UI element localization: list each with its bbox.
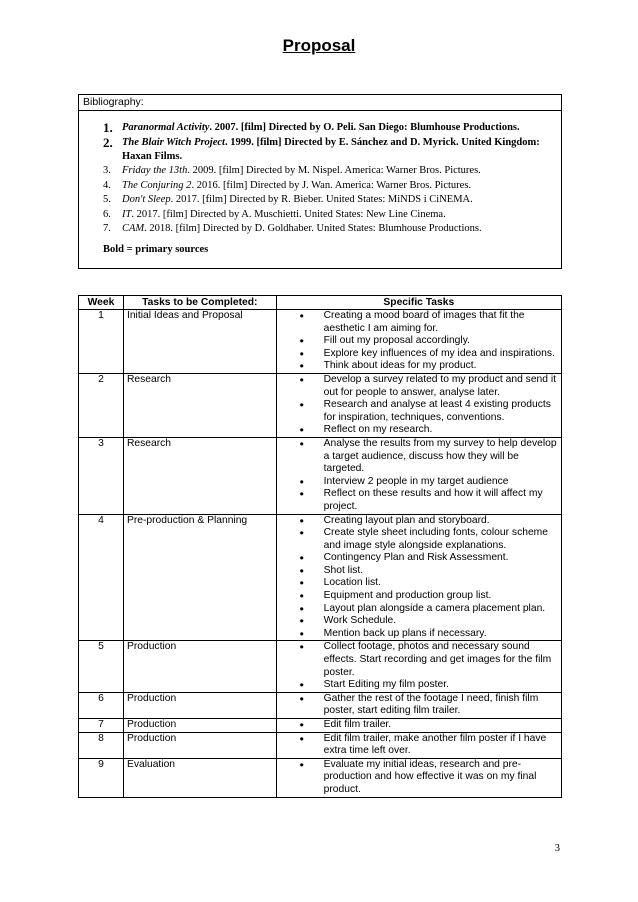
bibliography-item-number: 3.	[103, 165, 111, 176]
schedule-table-body	[79, 310, 562, 798]
task-cell: Research	[123, 437, 276, 514]
specific-task-item: • Edit film trailer, make another film poster if I have extra time left over.	[280, 733, 558, 758]
specific-task-item: • Creating layout plan and storyboard.	[280, 515, 558, 528]
citation-details: . 2018. [film] Directed by D. Goldhaber. United States: Blumhouse Productions.	[144, 223, 482, 234]
specific-task-item: • Contingency Plan and Risk Assessment.	[280, 552, 558, 565]
bibliography-item	[103, 193, 551, 207]
specific-task-item: • Start Editing my film poster.	[280, 679, 558, 692]
task-cell: Research	[123, 373, 276, 437]
page-number: 3	[554, 843, 560, 854]
bibliography-item-number: 5.	[103, 194, 111, 205]
specific-task-item: • Explore key influences of my idea and inspirations.	[280, 348, 558, 361]
citation-details: . 2009. [film] Directed by M. Nispel. America: Warner Bros. Pictures.	[187, 165, 481, 176]
header-specific-tasks: Specific Tasks	[276, 296, 561, 310]
specific-tasks-list	[280, 719, 558, 732]
citation-details: . 2017. [film] Directed by A. Muschietti. United States: New Line Cinema.	[131, 208, 446, 220]
task-cell: Initial Ideas and Proposal	[123, 310, 276, 374]
specific-task-item: • Location list.	[280, 577, 558, 590]
specific-task-item: • Reflect on these results and how it will affect my project.	[280, 488, 558, 513]
citation-details: . 1999. [film] Directed by E. Sánchez and D. Myrick. United Kingdom: Haxan Films.	[122, 136, 540, 162]
specific-tasks-cell	[276, 732, 561, 758]
specific-tasks-cell	[276, 719, 561, 733]
specific-tasks-list	[280, 310, 558, 373]
specific-tasks-cell	[276, 310, 561, 374]
citation-details: . 2016. [film] Directed by J. Wan. America: Warner Bros. Pictures.	[191, 179, 472, 191]
film-title: CAM	[122, 223, 145, 234]
bibliography-item-text	[122, 164, 481, 178]
week-cell: 1	[79, 310, 124, 374]
bibliography-item	[103, 121, 551, 135]
bibliography-item	[103, 222, 551, 236]
specific-task-item: • Evaluate my initial ideas, research and pre-production and how effective it was on my final product.	[280, 759, 558, 797]
bibliography-item-text	[122, 208, 446, 222]
table-row	[79, 719, 562, 733]
task-cell: Production	[123, 719, 276, 733]
task-cell: Production	[123, 732, 276, 758]
specific-tasks-cell	[276, 514, 561, 641]
specific-task-item: • Think about ideas for my product.	[280, 360, 558, 373]
specific-task-item: • Shot list.	[280, 565, 558, 578]
bibliography-item-text	[122, 193, 473, 207]
specific-tasks-list	[280, 733, 558, 758]
bibliography-box	[78, 94, 562, 269]
film-title: The Blair Witch Project	[122, 136, 225, 148]
citation-details: . 2017. [film] Directed by R. Bieber. United States: MiNDS i CiNEMA.	[170, 194, 473, 205]
table-row	[79, 514, 562, 641]
citation-details: . 2007. [film] Directed by O. Peli. San Diego: Blumhouse Productions.	[209, 122, 520, 133]
specific-tasks-list	[280, 438, 558, 514]
specific-task-item: • Create style sheet including fonts, colour scheme and image style alongside explanations.	[280, 527, 558, 552]
page-title: Proposal	[282, 36, 356, 55]
specific-tasks-list	[280, 515, 558, 641]
week-cell: 9	[79, 758, 124, 797]
bibliography-item-number: 7.	[103, 223, 111, 234]
table-row	[79, 692, 562, 718]
specific-task-item: • Mention back up plans if necessary.	[280, 628, 558, 641]
specific-task-item: • Analyse the results from my survey to help develop a target audience, discuss how they will be targeted.	[280, 438, 558, 476]
film-title: The Conjuring 2	[122, 179, 192, 191]
table-row	[79, 310, 562, 374]
table-row	[79, 732, 562, 758]
specific-task-item: • Collect footage, photos and necessary sound effects. Start recording and get images for the film poster.	[280, 641, 558, 679]
bibliography-item-text	[122, 179, 471, 193]
film-title: Don't Sleep	[122, 194, 171, 205]
bibliography-item	[103, 179, 551, 193]
film-title: Friday the 13th	[122, 165, 188, 176]
task-cell: Pre-production & Planning	[123, 514, 276, 641]
bibliography-item-number: 4.	[103, 179, 111, 191]
table-row	[79, 373, 562, 437]
bibliography-note: Bold = primary sources	[103, 244, 209, 255]
specific-task-item: • Gather the rest of the footage I need, finish film poster, start editing film trailer.	[280, 693, 558, 718]
bibliography-item	[103, 164, 551, 178]
specific-task-item: • Interview 2 people in my target audience	[280, 476, 558, 489]
film-title: Paranormal Activity	[122, 122, 210, 133]
specific-tasks-list	[280, 693, 558, 718]
bibliography-item-number: 2.	[103, 134, 113, 150]
week-cell: 3	[79, 437, 124, 514]
schedule-table	[78, 295, 562, 798]
bibliography-item-number: 1.	[103, 120, 113, 135]
bibliography-header: Bibliography:	[79, 95, 561, 111]
table-row	[79, 437, 562, 514]
bibliography-item	[103, 136, 551, 164]
specific-task-item: • Edit film trailer.	[280, 719, 558, 732]
specific-task-item: • Develop a survey related to my product and send it out for people to answer, analyse later.	[280, 374, 558, 399]
bibliography-item-text	[122, 222, 482, 236]
specific-task-item: • Layout plan alongside a camera placement plan.	[280, 603, 558, 616]
task-cell: Production	[123, 641, 276, 692]
header-tasks: Tasks to be Completed:	[123, 296, 276, 310]
specific-task-item: • Research and analyse at least 4 existing products for inspiration, techniques, conventions.	[280, 399, 558, 424]
week-cell: 2	[79, 373, 124, 437]
specific-tasks-list	[280, 374, 558, 437]
specific-task-item: • Creating a mood board of images that fit the aesthetic I am aiming for.	[280, 310, 558, 335]
bibliography-item	[103, 208, 551, 222]
task-cell: Production	[123, 692, 276, 718]
week-cell: 5	[79, 641, 124, 692]
specific-tasks-cell	[276, 437, 561, 514]
week-cell: 8	[79, 732, 124, 758]
header-week: Week	[79, 296, 124, 310]
bibliography-item-text	[122, 136, 551, 164]
specific-tasks-cell	[276, 758, 561, 797]
week-cell: 7	[79, 719, 124, 733]
table-row	[79, 758, 562, 797]
week-cell: 6	[79, 692, 124, 718]
specific-tasks-cell	[276, 641, 561, 692]
specific-tasks-cell	[276, 692, 561, 718]
film-title: IT	[122, 208, 132, 220]
specific-tasks-list	[280, 641, 558, 691]
specific-tasks-list	[280, 759, 558, 797]
specific-tasks-cell	[276, 373, 561, 437]
specific-task-item: • Reflect on my research.	[280, 424, 558, 437]
specific-task-item: • Fill out my proposal accordingly.	[280, 335, 558, 348]
specific-task-item: • Equipment and production group list.	[280, 590, 558, 603]
bibliography-list	[79, 121, 561, 236]
table-header-row	[79, 296, 562, 310]
task-cell: Evaluation	[123, 758, 276, 797]
specific-task-item: • Work Schedule.	[280, 615, 558, 628]
table-row	[79, 641, 562, 692]
week-cell: 4	[79, 514, 124, 641]
bibliography-item-text	[122, 121, 520, 135]
bibliography-item-number: 6.	[103, 208, 111, 220]
